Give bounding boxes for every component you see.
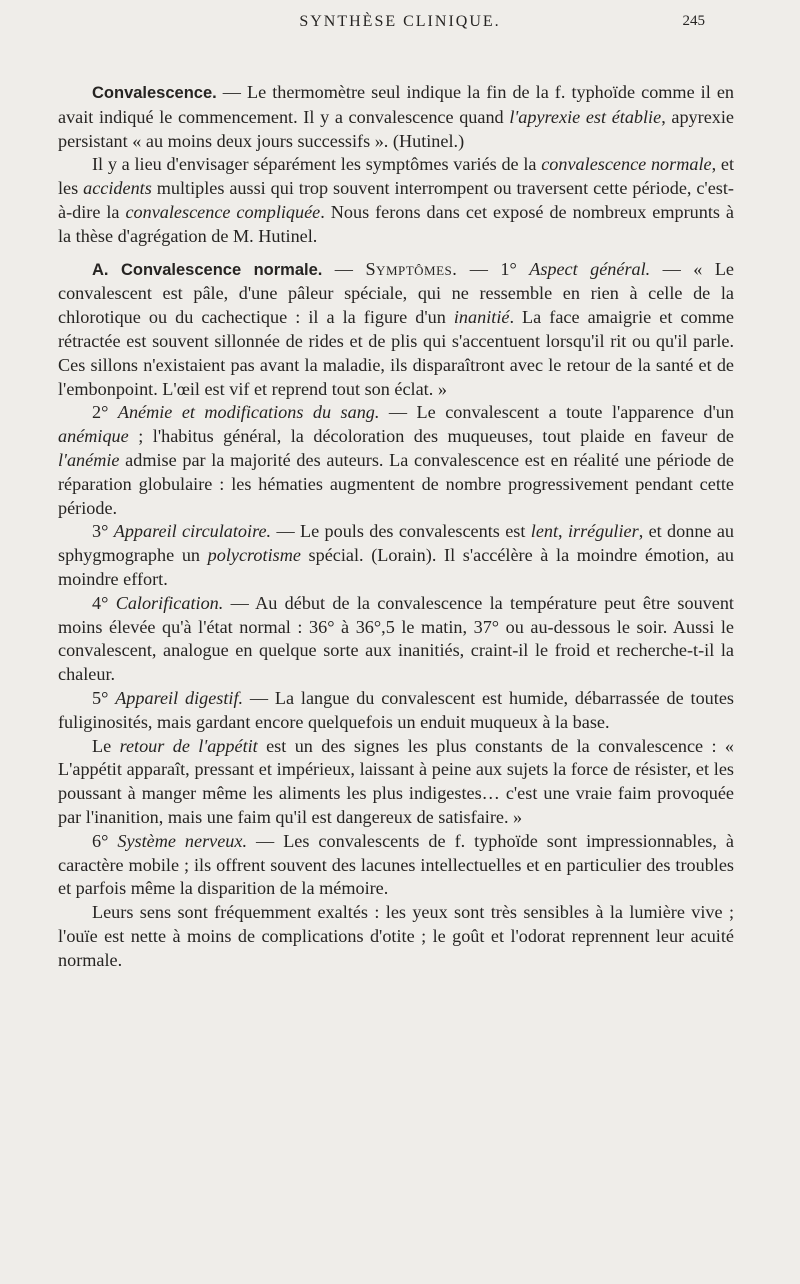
item-title-calorification: Calorification. (115, 592, 224, 613)
paragraph-appareil-circulatoire: 3° Appareil circulatoire. — Le pouls des convalescents est lent, irrégulier, et donne au sphygmographe un polycrotisme spécial. (Lorain). Il s'accélère à la moindre émotion, au moindre effort. (58, 521, 735, 589)
run-in-heading-convalescence: Convalescence. (92, 84, 217, 102)
symptomes-label: Symptômes. (365, 258, 458, 279)
item-title-aspect-general: Aspect général. (529, 258, 651, 279)
running-title: SYNTHÈSE CLINIQUE. (299, 13, 501, 30)
item-title-appareil-circulatoire: Appareil circulatoire. (113, 521, 272, 542)
paragraph-systeme-nerveux: 6° Système nerveux. — Les convalescents de f. typhoïde sont impressionnables, à caractère mobile ; ils offrent souvent des lacunes intellectuelles et en particulier des troubles et parfois même la disparition de la mémoire. (58, 830, 734, 899)
item-title-systeme-nerveux: Système nerveux. (117, 830, 248, 851)
body-text (58, 81, 734, 972)
section-heading-convalescence-normale: A. Convalescence normale. (92, 260, 323, 279)
paragraph-intro-2: Il y a lieu d'envisager séparément les symptômes variés de la convalescence normale, et les accidents multiples aussi qui trop souvent interrompent ou traversent cette période, c'est-à-dire la convalescence compliquée. Nous ferons dans cet exposé de nombreux emprunts à la thèse d'agrégation de M. Hutinel. (58, 154, 734, 246)
paragraph-anemie: 2° Anémie et modifications du sang. — Le convalescent a toute l'apparence d'un anémique ; l'habitus général, la décoloration des muqueuses, tout plaide en faveur de l'anémie admise par la majorité des auteurs. La convalescence est en réalité une période de réparation globulaire : les hématies augmentent de nombre progressivement pendant cette période. (58, 402, 734, 518)
paragraph-appareil-digestif: 5° Appareil digestif. — La langue du convalescent est humide, débarrassée de toutes fuliginosités, mais gardant encore quelquefois un enduit muqueux à la base. (58, 687, 734, 732)
item-title-appareil-digestif: Appareil digestif. (115, 687, 244, 708)
page-number: 245 (682, 13, 705, 29)
paragraph-sens: Leurs sens sont fréquemment exaltés : les yeux sont très sensibles à la lumière vive ; l'ouïe est nette à moins de complications d'otite ; le goût et l'odorat reprennent leur acuité normale. (58, 902, 734, 970)
paragraph-convalescence: Convalescence. — Le thermomètre seul indique la fin de la f. typhoïde comme il en avait indiqué le commencement. Il y a convalescence quand l'apyrexie est établie, apyrexie persistant « au moins deux jours successifs ». (Hutinel.) (58, 82, 734, 151)
running-header (0, 13, 800, 35)
paragraph-retour-appetit: Le retour de l'appétit est un des signes les plus constants de la convalescence : « L'appétit apparaît, pressant et impérieux, laissant à peine aux sujets la force de résister, et les poussant à manger même les aliments les plus indigestes… c'est une vraie faim provoquée par l'inanition, mais une faim qu'il est dangereux de satisfaire. » (58, 735, 734, 827)
item-title-anemie: Anémie et modifications du sang. (117, 402, 380, 423)
paragraph-aspect-general: A. Convalescence normale. — Symptômes. — 1° Aspect général. — « Le convalescent est pâle, d'une pâleur spéciale, qui ne ressemble en rien à celle de la chlorotique ou du cachectique : il a la figure d'un inanitié. La face amaigrie et comme rétractée est souvent sillonnée de rides et de plis qui s'accentuent lorsqu'il rit ou qu'il parle. Ces sillons n'existaient pas avant la maladie, ils disparaîtront avec le retour de la santé et de l'embonpoint. L'œil est vif et reprend tout son éclat. » (58, 258, 735, 399)
paragraph-calorification: 4° Calorification. — Au début de la convalescence la température peut être souvent moins élevée qu'à l'état normal : 36° à 36°,5 le matin, 37° ou au-dessous le soir. Aussi le convalescent, analogue en quelque sorte aux inanitiés, craint-il le froid et recherche-t-il la chaleur. (58, 592, 734, 685)
